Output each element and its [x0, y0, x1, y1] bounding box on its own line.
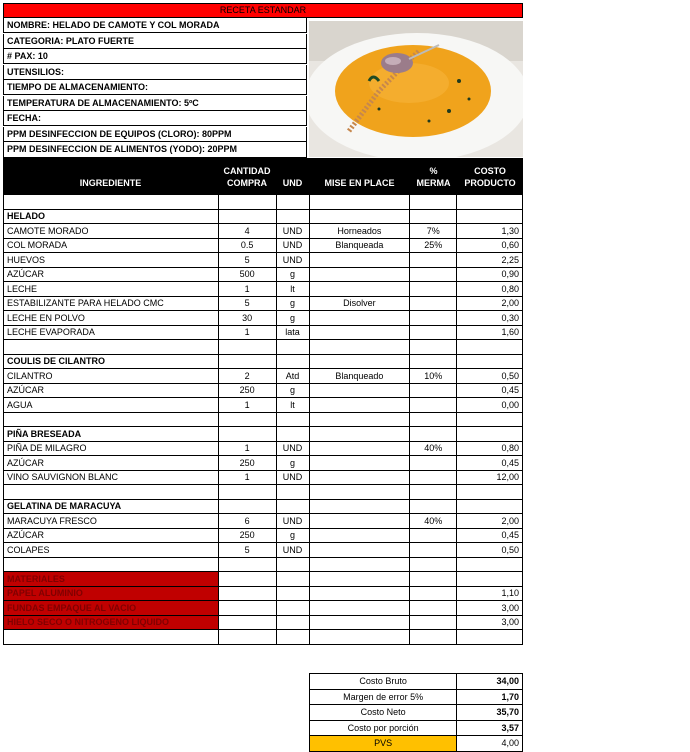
mise-cell: [309, 557, 410, 572]
cost-cell: 2,25: [457, 253, 523, 268]
mise-cell: [309, 253, 410, 268]
unit-cell: UND: [276, 238, 309, 253]
summary-value: 4,00: [457, 736, 523, 752]
unit-cell: g: [276, 311, 309, 326]
ingredient-name: GELATINA DE MARACUYA: [4, 499, 219, 514]
unit-cell: UND: [276, 253, 309, 268]
mise-cell: [309, 528, 410, 543]
summary-row: [310, 705, 523, 721]
mise-cell: [309, 383, 410, 398]
dish-photo-illustration: [309, 21, 523, 157]
quantity-cell: [218, 412, 276, 427]
blank-row: [4, 340, 523, 355]
ingredient-name: AZÚCAR: [4, 267, 219, 282]
ingredient-row: [4, 383, 523, 398]
cost-cell: [457, 209, 523, 224]
unit-cell: UND: [276, 441, 309, 456]
unit-cell: g: [276, 267, 309, 282]
ingredient-name: PIÑA BRESEADA: [4, 427, 219, 442]
merma-cell: [410, 630, 457, 645]
recipe-info-row: FECHA:: [3, 111, 307, 126]
materials-row: [4, 601, 523, 616]
summary-label: Costo Neto: [310, 705, 457, 721]
blank-row: [4, 485, 523, 500]
summary-value: 1,70: [457, 689, 523, 705]
blank-row: [4, 630, 523, 645]
cost-cell: 0,80: [457, 441, 523, 456]
merma-cell: [410, 340, 457, 355]
recipe-info-row: TIEMPO DE ALMACENAMIENTO:: [3, 80, 307, 95]
quantity-cell: 250: [218, 456, 276, 471]
mise-cell: [309, 630, 410, 645]
ingredient-row: [4, 456, 523, 471]
unit-cell: g: [276, 296, 309, 311]
cost-cell: 3,00: [457, 615, 523, 630]
ingredient-name: MATERIALES: [4, 572, 219, 587]
quantity-cell: 1: [218, 398, 276, 413]
ingredient-name: MARACUYA FRESCO: [4, 514, 219, 529]
cost-cell: 2,00: [457, 296, 523, 311]
quantity-cell: [218, 427, 276, 442]
merma-cell: [410, 296, 457, 311]
merma-cell: [410, 427, 457, 442]
materials-row: [4, 572, 523, 587]
merma-cell: [410, 572, 457, 587]
ingredient-name: HIELO SECO O NITROGENO LIQUIDO: [4, 615, 219, 630]
blank-row: [4, 195, 523, 210]
quantity-cell: [218, 572, 276, 587]
quantity-cell: 5: [218, 543, 276, 558]
quantity-cell: 1: [218, 470, 276, 485]
quantity-cell: [218, 340, 276, 355]
column-header-bar: [3, 158, 523, 194]
col-cantidad-line1: CANTIDAD: [223, 166, 271, 176]
cost-cell: 0,50: [457, 369, 523, 384]
unit-cell: UND: [276, 470, 309, 485]
merma-cell: 7%: [410, 224, 457, 239]
quantity-cell: 1: [218, 325, 276, 340]
mise-cell: Horneados: [309, 224, 410, 239]
quantity-cell: [218, 499, 276, 514]
cost-cell: 0,30: [457, 311, 523, 326]
quantity-cell: [218, 485, 276, 500]
ingredient-name: COULIS DE CILANTRO: [4, 354, 219, 369]
ingredient-name: [4, 485, 219, 500]
merma-cell: [410, 267, 457, 282]
unit-cell: [276, 557, 309, 572]
unit-cell: lt: [276, 398, 309, 413]
cost-cell: [457, 427, 523, 442]
ingredient-name: PIÑA DE MILAGRO: [4, 441, 219, 456]
quantity-cell: 1: [218, 441, 276, 456]
cost-cell: 12,00: [457, 470, 523, 485]
merma-cell: [410, 195, 457, 210]
unit-cell: g: [276, 528, 309, 543]
ingredient-name: LECHE EVAPORADA: [4, 325, 219, 340]
ingredient-row: [4, 311, 523, 326]
section-row: [4, 499, 523, 514]
cost-cell: 0,90: [457, 267, 523, 282]
mise-cell: [309, 470, 410, 485]
cost-summary-table: [309, 673, 523, 752]
cost-cell: 1,30: [457, 224, 523, 239]
ingredient-name: CILANTRO: [4, 369, 219, 384]
mise-cell: [309, 485, 410, 500]
merma-cell: [410, 528, 457, 543]
mise-cell: [309, 398, 410, 413]
cost-cell: [457, 630, 523, 645]
materials-row: [4, 586, 523, 601]
cost-cell: 2,00: [457, 514, 523, 529]
quantity-cell: 250: [218, 383, 276, 398]
quantity-cell: 0.5: [218, 238, 276, 253]
unit-cell: [276, 499, 309, 514]
ingredient-row: [4, 369, 523, 384]
dish-photo: [309, 21, 523, 157]
unit-cell: [276, 427, 309, 442]
recipe-info-row: # PAX: 10: [3, 49, 307, 64]
cost-cell: [457, 340, 523, 355]
unit-cell: UND: [276, 514, 309, 529]
ingredient-name: HELADO: [4, 209, 219, 224]
mise-cell: Blanqueada: [309, 238, 410, 253]
ingredient-name: CAMOTE MORADO: [4, 224, 219, 239]
ingredient-table: [3, 194, 523, 645]
ingredient-name: AGUA: [4, 398, 219, 413]
ingredient-row: [4, 470, 523, 485]
mise-cell: [309, 499, 410, 514]
summary-label: Costo por porción: [310, 720, 457, 736]
col-cantidad-line2: COMPRA: [227, 178, 267, 188]
merma-cell: [410, 485, 457, 500]
summary-row: [310, 736, 523, 752]
merma-cell: [410, 398, 457, 413]
merma-cell: [410, 456, 457, 471]
unit-cell: g: [276, 456, 309, 471]
summary-row: [310, 674, 523, 690]
quantity-cell: [218, 601, 276, 616]
mise-cell: [309, 427, 410, 442]
ingredient-name: HUEVOS: [4, 253, 219, 268]
cost-cell: 0,50: [457, 543, 523, 558]
mise-cell: [309, 209, 410, 224]
mise-cell: [309, 195, 410, 210]
col-und: UND: [282, 178, 303, 188]
cost-cell: 0,45: [457, 383, 523, 398]
ingredient-name: PAPEL ALUMINIO: [4, 586, 219, 601]
ingredient-name: FUNDAS EMPAQUE AL VACIO: [4, 601, 219, 616]
mise-cell: Disolver: [309, 296, 410, 311]
mise-cell: [309, 282, 410, 297]
mise-cell: [309, 354, 410, 369]
mise-cell: [309, 572, 410, 587]
ingredient-name: ESTABILIZANTE PARA HELADO CMC: [4, 296, 219, 311]
ingredient-row: [4, 543, 523, 558]
unit-cell: UND: [276, 543, 309, 558]
cost-cell: 0,80: [457, 282, 523, 297]
mise-cell: [309, 543, 410, 558]
col-merma-line2: MERMA: [416, 178, 451, 188]
quantity-cell: 5: [218, 253, 276, 268]
summary-label: PVS: [310, 736, 457, 752]
quantity-cell: 4: [218, 224, 276, 239]
mise-cell: [309, 267, 410, 282]
ingredient-name: AZÚCAR: [4, 456, 219, 471]
cost-cell: 0,45: [457, 456, 523, 471]
mise-cell: [309, 586, 410, 601]
ingredient-name: LECHE EN POLVO: [4, 311, 219, 326]
col-mise: MISE EN PLACE: [324, 178, 395, 188]
ingredient-row: [4, 267, 523, 282]
unit-cell: [276, 586, 309, 601]
ingredient-row: [4, 296, 523, 311]
unit-cell: [276, 615, 309, 630]
ingredient-row: [4, 441, 523, 456]
section-row: [4, 209, 523, 224]
summary-row: [310, 720, 523, 736]
merma-cell: [410, 412, 457, 427]
merma-cell: [410, 311, 457, 326]
mise-cell: [309, 615, 410, 630]
unit-cell: [276, 195, 309, 210]
recipe-info-row: NOMBRE: HELADO DE CAMOTE Y COL MORADA: [3, 18, 307, 33]
merma-cell: [410, 383, 457, 398]
quantity-cell: 6: [218, 514, 276, 529]
ingredient-name: COL MORADA: [4, 238, 219, 253]
mise-cell: [309, 514, 410, 529]
quantity-cell: [218, 586, 276, 601]
ingredient-name: LECHE: [4, 282, 219, 297]
quantity-cell: [218, 630, 276, 645]
summary-label: Costo Bruto: [310, 674, 457, 690]
recipe-info-row: TEMPERATURA DE ALMACENAMIENTO: 5ºC: [3, 96, 307, 111]
ingredient-name: COLAPES: [4, 543, 219, 558]
cost-cell: [457, 412, 523, 427]
unit-cell: g: [276, 383, 309, 398]
ingredient-name: AZÚCAR: [4, 528, 219, 543]
unit-cell: [276, 630, 309, 645]
recipe-info-row: CATEGORIA: PLATO FUERTE: [3, 34, 307, 49]
quantity-cell: [218, 354, 276, 369]
quantity-cell: 2: [218, 369, 276, 384]
ingredient-row: [4, 253, 523, 268]
section-row: [4, 354, 523, 369]
unit-cell: [276, 354, 309, 369]
materials-row: [4, 615, 523, 630]
mise-cell: [309, 325, 410, 340]
quantity-cell: [218, 557, 276, 572]
ingredient-name: [4, 630, 219, 645]
quantity-cell: [218, 195, 276, 210]
merma-cell: [410, 282, 457, 297]
merma-cell: [410, 586, 457, 601]
merma-cell: 40%: [410, 441, 457, 456]
ingredient-name: [4, 557, 219, 572]
ingredient-row: [4, 398, 523, 413]
cost-cell: [457, 354, 523, 369]
ingredient-row: [4, 238, 523, 253]
blank-row: [4, 412, 523, 427]
cost-cell: [457, 195, 523, 210]
col-costo-line1: COSTO: [474, 166, 506, 176]
unit-cell: [276, 209, 309, 224]
ingredient-name: [4, 340, 219, 355]
ingredient-name: [4, 195, 219, 210]
quantity-cell: 1: [218, 282, 276, 297]
col-ingrediente: INGREDIENTE: [79, 178, 142, 188]
ingredient-name: VINO SAUVIGNON BLANC: [4, 470, 219, 485]
quantity-cell: [218, 209, 276, 224]
summary-row: [310, 689, 523, 705]
unit-cell: [276, 572, 309, 587]
quantity-cell: [218, 615, 276, 630]
quantity-cell: 5: [218, 296, 276, 311]
mise-cell: Blanqueado: [309, 369, 410, 384]
merma-cell: 25%: [410, 238, 457, 253]
summary-value: 34,00: [457, 674, 523, 690]
blank-row: [4, 557, 523, 572]
cost-cell: 1,60: [457, 325, 523, 340]
merma-cell: [410, 354, 457, 369]
section-row: [4, 427, 523, 442]
mise-cell: [309, 441, 410, 456]
ingredient-row: [4, 224, 523, 239]
unit-cell: [276, 340, 309, 355]
ingredient-row: [4, 528, 523, 543]
col-merma-line1: %: [429, 166, 438, 176]
ingredient-row: [4, 325, 523, 340]
unit-cell: Atd: [276, 369, 309, 384]
mise-cell: [309, 412, 410, 427]
recipe-info-row: UTENSILIOS:: [3, 65, 307, 80]
ingredient-row: [4, 514, 523, 529]
merma-cell: 40%: [410, 514, 457, 529]
mise-cell: [309, 340, 410, 355]
merma-cell: [410, 253, 457, 268]
quantity-cell: 250: [218, 528, 276, 543]
ingredient-name: [4, 412, 219, 427]
merma-cell: [410, 615, 457, 630]
summary-label: Margen de error 5%: [310, 689, 457, 705]
unit-cell: [276, 485, 309, 500]
merma-cell: [410, 470, 457, 485]
sheet-title: RECETA ESTANDAR: [3, 3, 523, 18]
ingredient-name: AZÚCAR: [4, 383, 219, 398]
merma-cell: [410, 543, 457, 558]
merma-cell: [410, 601, 457, 616]
unit-cell: lata: [276, 325, 309, 340]
merma-cell: [410, 325, 457, 340]
recipe-info-row: PPM DESINFECCION DE ALIMENTOS (YODO): 20PPM: [3, 142, 307, 158]
cost-cell: 1,10: [457, 586, 523, 601]
merma-cell: [410, 557, 457, 572]
summary-value: 3,57: [457, 720, 523, 736]
mise-cell: [309, 311, 410, 326]
cost-cell: 3,00: [457, 601, 523, 616]
cost-cell: [457, 572, 523, 587]
summary-value: 35,70: [457, 705, 523, 721]
cost-cell: 0,45: [457, 528, 523, 543]
cost-cell: [457, 485, 523, 500]
mise-cell: [309, 601, 410, 616]
unit-cell: [276, 412, 309, 427]
mise-cell: [309, 456, 410, 471]
ingredient-row: [4, 282, 523, 297]
unit-cell: [276, 601, 309, 616]
cost-cell: 0,60: [457, 238, 523, 253]
merma-cell: 10%: [410, 369, 457, 384]
merma-cell: [410, 209, 457, 224]
merma-cell: [410, 499, 457, 514]
col-costo-line2: PRODUCTO: [464, 178, 516, 188]
unit-cell: UND: [276, 224, 309, 239]
quantity-cell: 30: [218, 311, 276, 326]
recipe-info-row: PPM DESINFECCION DE EQUIPOS (CLORO): 80PPM: [3, 127, 307, 142]
cost-cell: [457, 499, 523, 514]
unit-cell: lt: [276, 282, 309, 297]
cost-cell: [457, 557, 523, 572]
quantity-cell: 500: [218, 267, 276, 282]
cost-cell: 0,00: [457, 398, 523, 413]
